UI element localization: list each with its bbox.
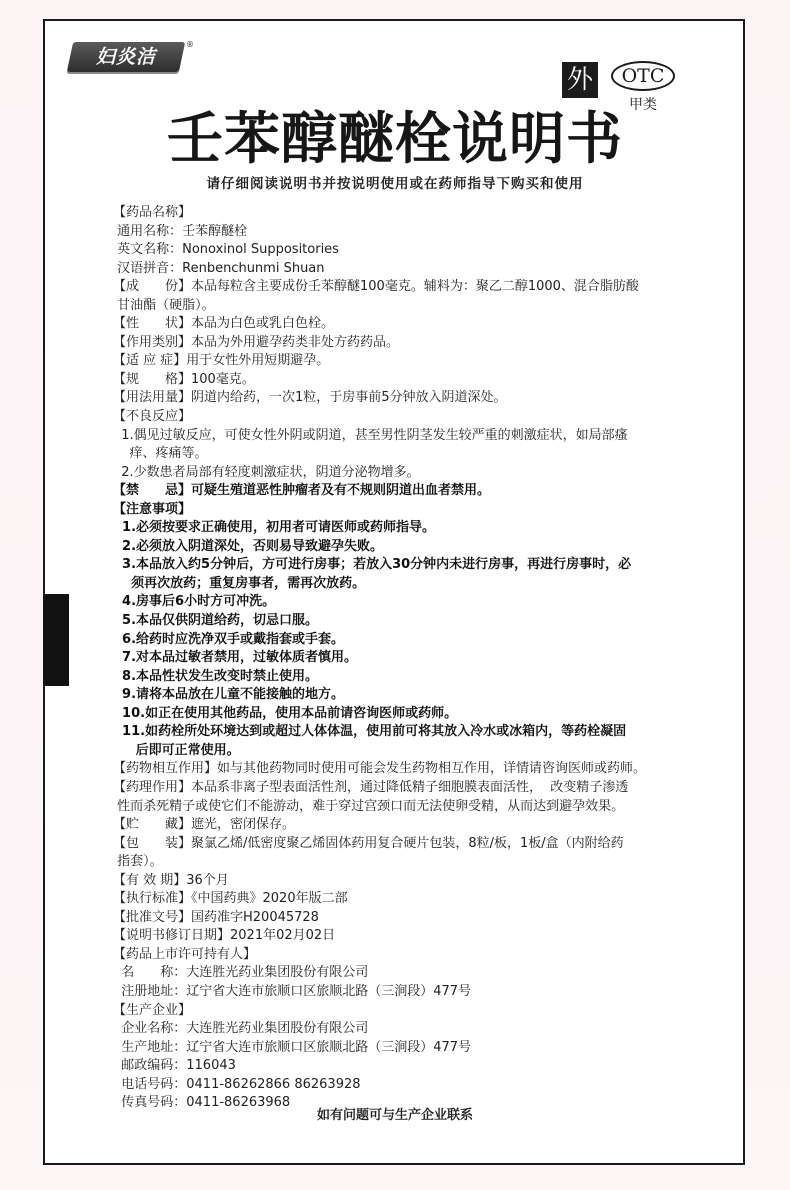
leaflet-line: 后即可正常使用。 (113, 742, 240, 758)
leaflet-line: 【禁 忌】可疑生殖道恶性肿瘤者及有不规则阴道出血者禁用。 (113, 483, 491, 499)
leaflet-line: 【批准文号】国药准字H20045728 (113, 909, 319, 925)
leaflet-line: 邮政编码：116043 (113, 1058, 236, 1074)
otc-class-label: 甲类 (629, 97, 657, 113)
leaflet-line: 【成 份】本品每粒含主要成份壬苯醇醚100毫克。辅料为：聚乙二醇1000、混合脂肪酸 (113, 279, 639, 295)
leaflet-line: 2.少数患者局部有轻度刺激症状，阴道分泌物增多。 (113, 464, 420, 480)
leaflet-line: 名 称：大连胜光药业集团股份有限公司 (113, 965, 369, 981)
otc-badge: OTC (611, 61, 675, 91)
leaflet-line: 【贮 藏】遮光，密闭保存。 (113, 817, 296, 833)
leaflet-line: 8.本品性状发生改变时禁止使用。 (113, 668, 319, 684)
registered-mark: ® (186, 40, 194, 49)
leaflet-line: 【不良反应】 (113, 409, 192, 425)
leaflet-line: 通用名称：壬苯醇醚栓 (113, 223, 248, 239)
side-marker-tab (43, 594, 69, 686)
leaflet-line: 4.房事后6小时方可冲洗。 (113, 594, 276, 610)
leaflet-line: 【性 状】本品为白色或乳白色栓。 (113, 316, 335, 332)
leaflet-line: 【药理作用】本品系非离子型表面活性剂，通过降低精子细胞膜表面活性， 改变精子渗透 (113, 779, 629, 795)
document-subtitle: 请仔细阅读说明书并按说明使用或在药师指导下购买和使用 (206, 176, 584, 192)
footer-note: 如有问题可与生产企业联系 (316, 1108, 473, 1123)
brand-logo (70, 38, 194, 76)
leaflet-line: 【有 效 期】36个月 (113, 872, 229, 888)
leaflet-line: 1.偶见过敏反应，可使女性外阴或阴道，甚至男性阴茎发生较严重的刺激症状，如局部瘙 (113, 427, 628, 443)
leaflet-line: 注册地址：辽宁省大连市旅顺口区旅顺北路（三涧段）477号 (113, 983, 472, 999)
leaflet-line: 3.本品放入约5分钟后，方可进行房事；若放入30分钟内未进行房事，再进行房事时，必 (113, 557, 632, 573)
leaflet-line: 传真号码：0411-86263968 (113, 1095, 291, 1111)
document-title: 壬苯醇醚栓说明书 (167, 107, 623, 172)
leaflet-line: 【药品名称】 (113, 205, 192, 220)
leaflet-line: 【注意事项】 (113, 501, 192, 517)
leaflet-line: 【执行标准】《中国药典》2020年版二部 (113, 891, 348, 907)
leaflet-line: 10.如正在使用其他药品，使用本品前请咨询医师或药师。 (113, 705, 458, 721)
leaflet-line: 电话号码：0411-86262866 86263928 (113, 1076, 361, 1092)
leaflet-body (113, 204, 673, 1113)
leaflet-line: 【作用类别】本品为外用避孕药类非处方药药品。 (113, 334, 400, 350)
leaflet-line: 【药品上市许可持有人】 (113, 946, 257, 962)
leaflet-line: 甘油酯（硬脂）。 (113, 297, 215, 313)
leaflet-line: 【包 装】聚氯乙烯/低密度聚乙烯固体药用复合硬片包装，8粒/板，1板/盒（内附给药 (113, 835, 624, 851)
leaflet-line: 汉语拼音：Renbenchunmi Shuan (113, 260, 325, 276)
leaflet-line: 6.给药时应洗净双手或戴指套或手套。 (113, 631, 345, 647)
leaflet-line: 11.如药栓所处环境达到或超过人体体温，使用前可将其放入冷水或冰箱内，等药栓凝固 (113, 724, 627, 740)
leaflet-line: 须再次放药；重复房事者，需再次放药。 (113, 575, 366, 591)
logo-text: 妇炎洁 (95, 46, 156, 68)
leaflet-line: 【药物相互作用】如与其他药物同时使用可能会发生药物相互作用，详情请咨询医师或药师。 (113, 761, 647, 777)
leaflet-line: 【生产企业】 (113, 1002, 192, 1018)
leaflet-line: 9.请将本品放在儿童不能接触的地方。 (113, 687, 345, 703)
leaflet-line: 【适 应 症】用于女性外用短期避孕。 (113, 353, 330, 369)
leaflet-line: 7.对本品过敏者禁用，过敏体质者慎用。 (113, 650, 358, 666)
leaflet-line: 性而杀死精子或使它们不能游动，难于穿过宫颈口而无法使卵受精，从而达到避孕效果。 (113, 798, 625, 814)
leaflet-line: 痒、疼痛等。 (113, 446, 208, 462)
leaflet-line: 【用法用量】阴道内给药，一次1粒，于房事前5分钟放入阴道深处。 (113, 390, 507, 406)
leaflet-line: 2.必须放入阴道深处，否则易导致避孕失败。 (113, 538, 384, 554)
leaflet-line: 英文名称：Nonoxinol Suppositories (113, 242, 339, 258)
leaflet-line: 1.必须按要求正确使用，初用者可请医师或药师指导。 (113, 520, 436, 536)
leaflet-line: 【说明书修订日期】2021年02月02日 (113, 928, 336, 944)
external-use-badge: 外 (562, 62, 598, 98)
leaflet-line: 5.本品仅供阴道给药，切忌口服。 (113, 613, 319, 629)
leaflet-line: 生产地址：辽宁省大连市旅顺口区旅顺北路（三涧段）477号 (113, 1039, 472, 1055)
leaflet-line: 【规 格】100毫克。 (113, 371, 255, 387)
leaflet-line: 企业名称：大连胜光药业集团股份有限公司 (113, 1021, 369, 1037)
leaflet-line: 指套）。 (113, 854, 163, 870)
